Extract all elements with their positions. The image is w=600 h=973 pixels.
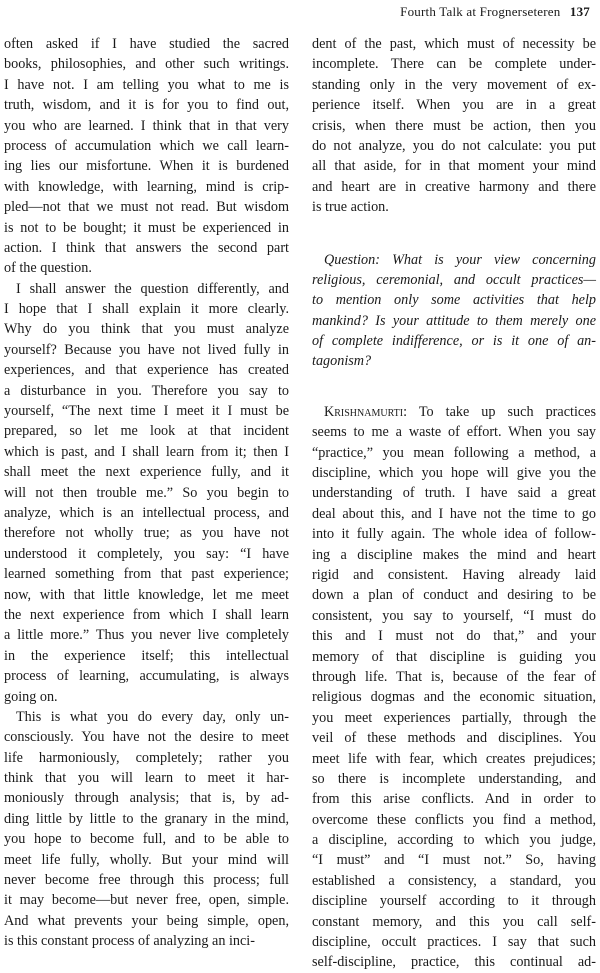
text-line: prepared, so let me look at that incident — [4, 423, 289, 440]
text-line: will not then trouble me.” So you begin to — [4, 484, 289, 501]
text-line: consciously. You have not the desire to meet — [4, 729, 289, 746]
text-line: religious dogmas and the economic situation, — [312, 689, 596, 706]
text-line: And what prevents your being simple, open, — [4, 912, 289, 929]
text-line: incomplete. There can be complete under- — [312, 56, 596, 73]
text-line: This is what you do every day, only un- — [16, 708, 289, 725]
text-line: deal about this, and I have not the time to go — [312, 505, 596, 522]
answer-block — [312, 402, 596, 973]
paragraph-continued — [312, 34, 596, 218]
running-title: Fourth Talk at Frognerseteren — [400, 4, 561, 19]
text-line: action. I think that answers the second part — [4, 239, 289, 256]
text-line: mankind? Is your attitude to them merely one — [312, 312, 596, 329]
text-line: established a consistency, a standard, you — [312, 872, 596, 889]
text-line: ing lies our misfortune. When it is burdened — [4, 158, 289, 175]
text-line: moniously through analysis; that is, by ad- — [4, 790, 289, 807]
text-line: of complete indifference, or is it one of an- — [312, 333, 596, 350]
text-line: is this constant process of analyzing an inci- — [4, 933, 255, 950]
right-column — [312, 34, 596, 973]
left-column — [4, 34, 289, 952]
text-line: from this arise conflicts. And in order to — [312, 791, 596, 808]
text-line: perience itself. When you are in a great — [312, 97, 596, 114]
text-line: process of accumulation which we call learn- — [4, 137, 289, 154]
text-line: yourself, “The next time I meet it I must be — [4, 403, 289, 420]
text-line: understood it completely, you say: “I have — [4, 545, 289, 562]
text-line: is true action. — [312, 199, 389, 216]
text-line: self-discipline, practice, this continual ad- — [312, 954, 596, 971]
text-line: veil of these methods and disciplines. You — [312, 730, 596, 747]
running-header — [400, 4, 590, 20]
text-line: you hope to become full, and to be able to — [4, 831, 289, 848]
text-line: ding little by little to the granary in the mind, — [4, 810, 289, 827]
text-line: down a plan of conduct and desiring to be — [312, 587, 596, 604]
text-line: analyze, which is an intellectual process, and — [4, 504, 289, 521]
text-line: never become free through this process; full — [4, 872, 289, 889]
text-line: which is past, and I shall learn from it; then I — [4, 443, 289, 460]
text-line: you meet experiences partially, through the — [312, 709, 596, 726]
page-number: 137 — [569, 4, 590, 19]
text-line: seems to me a waste of effort. When you say — [312, 424, 596, 441]
text-line: a discipline, according to which you judge, — [312, 832, 596, 849]
text-line: constant memory, and this you call self- — [312, 913, 596, 930]
text-line: the next experience from which I shall learn — [4, 606, 289, 623]
speaker-name: Krishnamurti: — [324, 403, 408, 420]
text-line: to mention only some activities that help — [312, 292, 596, 309]
text-line: of the question. — [4, 260, 92, 277]
text-line: pled—not that we must not read. But wisdom — [4, 199, 289, 216]
text-line: learned something from that past experience; — [4, 566, 289, 583]
text-line: Why do you think that you must analyze — [4, 321, 289, 338]
text-line: with knowledge, with learning, mind is crip- — [4, 178, 289, 195]
text-line: it may become—but never free, open, simple. — [4, 892, 289, 909]
text-line: I hope that I shall explain it more clearly. — [4, 301, 289, 318]
text-line: rigid and consistent. Having already laid — [312, 566, 596, 583]
text-line: “I must” and “I must not.” So, having — [312, 852, 596, 869]
question-block — [312, 250, 596, 372]
text-line: think that you will learn to meet it har- — [4, 770, 289, 787]
text-line: and heart are in creative harmony and there — [312, 178, 596, 195]
text-line — [312, 402, 596, 422]
answer-text: To take up such practices — [407, 403, 596, 420]
text-line: life harmoniously, completely; rather you — [4, 749, 289, 766]
text-line: discipline, occult practices. I say that such — [312, 934, 596, 951]
text-line: a little more.” Thus you never live completely — [4, 627, 289, 644]
text-line: I have not. I am telling you what to me is — [4, 76, 289, 93]
text-line: religious, ceremonial, and occult practices— — [312, 271, 596, 288]
text-line: “practice,” you mean following a method, a — [312, 444, 596, 461]
text-line: dent of the past, which must of necessity be — [312, 36, 596, 52]
text-line: so there is incomplete understanding, and — [312, 770, 596, 787]
text-line: shall meet the next experience fully, and it — [4, 464, 289, 481]
text-line: therefore not wholly true; as you have not — [4, 525, 289, 542]
text-line: meet life fully, wholly. But your mind will — [4, 851, 289, 868]
text-line: in the experience itself; this intellectual — [4, 647, 289, 664]
text-line: books, philosophies, and other such writings. — [4, 56, 289, 73]
text-line: memory of that discipline is guiding you — [312, 648, 596, 665]
text-line: meet life with fear, which creates prejudices; — [312, 750, 596, 767]
text-line: yourself? Because you have not lived fully in — [4, 341, 289, 358]
text-line: overcome these conflicts you find a method, — [312, 811, 596, 828]
text-line: do not analyze, you do not calculate: you put — [312, 137, 596, 154]
text-line: through life. That is, because of the fear of — [312, 668, 596, 685]
text-line: understanding of truth. I have said a great — [312, 485, 596, 502]
text-line: all that aside, for in that moment your mind — [312, 158, 596, 175]
text-line: I shall answer the question differently, and — [16, 280, 289, 297]
text-line: experiences, and that experience has created — [4, 362, 289, 379]
text-line: standing only in the very movement of ex- — [312, 76, 596, 93]
text-line: truth, wisdom, and it is for you to find out, — [4, 97, 289, 114]
text-line: often asked if I have studied the sacred — [4, 36, 289, 52]
text-line: consistent, you say to yourself, “I must do — [312, 607, 596, 624]
text-line: discipline, which you hope will give you the — [312, 465, 596, 482]
text-line: now, with that little knowledge, let me meet — [4, 586, 289, 603]
text-line: you who are learned. I think that in that very — [4, 117, 289, 134]
text-line: Question: What is your view concerning — [324, 251, 596, 268]
text-line: process of learning, accumulating, is always — [4, 668, 289, 685]
text-line: this and I must not do that,” and your — [312, 628, 596, 645]
text-line: crisis, when there must be action, then you — [312, 117, 596, 134]
text-line: ing a discipline makes the mind and heart — [312, 546, 596, 563]
text-line: into it fully again. The whole idea of follow- — [312, 526, 596, 543]
text-line: is not to be bought; it must be experienced in — [4, 219, 289, 236]
text-line: tagonism? — [312, 353, 372, 370]
text-line: going on. — [4, 688, 58, 705]
text-line: a disturbance in you. Therefore you say to — [4, 382, 289, 399]
text-line: discipline yourself according to it through — [312, 893, 596, 910]
